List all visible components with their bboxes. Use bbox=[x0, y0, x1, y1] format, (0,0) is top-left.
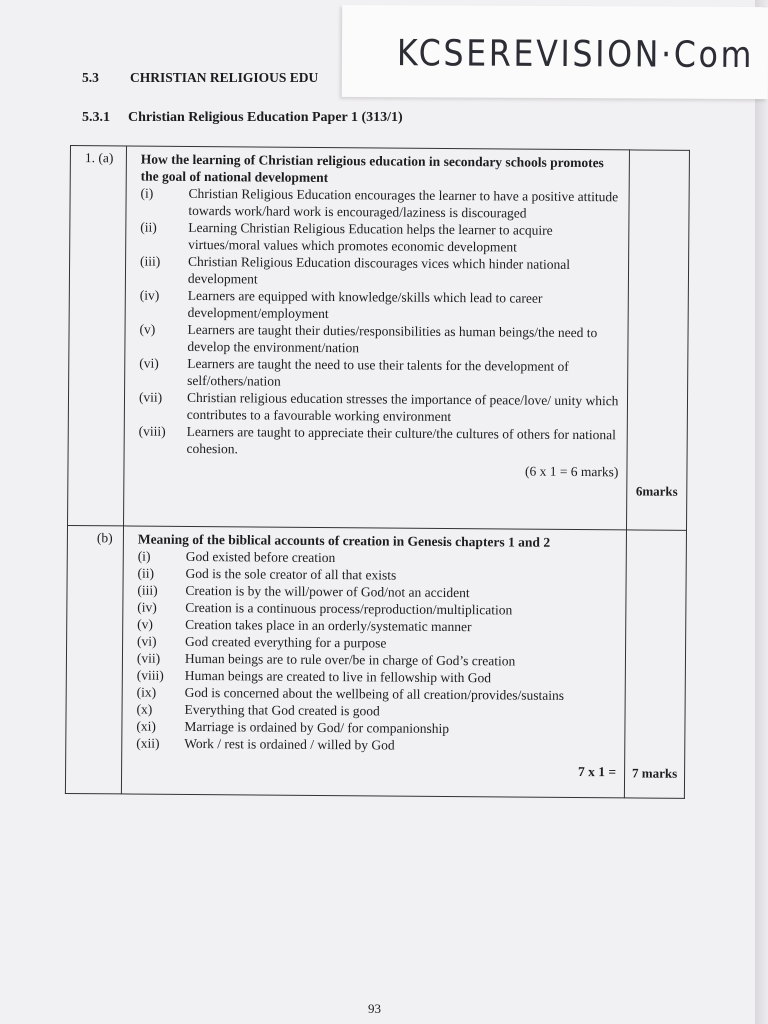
answer-item-number: (i) bbox=[137, 548, 151, 564]
answer-item-text: Marriage is ordained by God/ for companionship bbox=[184, 718, 450, 736]
answer-item-number: (v) bbox=[139, 321, 156, 337]
section-number: 5.3 bbox=[82, 70, 99, 85]
answer-item-text: Learners are equipped with knowledge/skills which lead to career development/employment bbox=[187, 287, 543, 322]
answer-item-number: (ix) bbox=[136, 684, 157, 700]
subsection-heading bbox=[82, 110, 403, 126]
answer-item-text: Learning Christian Religious Education helps the learner to acquire virtues/moral values which promotes economic development bbox=[188, 219, 553, 255]
answer-item-number: (xii) bbox=[136, 735, 160, 751]
answer-item-number: (iii) bbox=[139, 253, 161, 269]
marks-value: 7 marks bbox=[631, 765, 678, 781]
answer-item-text: Human beings are to rule over/be in charge of God’s creation bbox=[184, 650, 516, 669]
subsection-number: 5.3.1 bbox=[82, 110, 110, 125]
answer-item-text: God created everything for a purpose bbox=[184, 633, 387, 651]
answer-item-number: (i) bbox=[140, 185, 154, 201]
answer-item-text: Learners are taught to appreciate their culture/the cultures of others for national cohesion. bbox=[186, 423, 616, 457]
answer-item-number: (v) bbox=[137, 616, 154, 632]
answer-item bbox=[140, 287, 620, 325]
answer-item bbox=[140, 253, 620, 291]
answer-item-number: (iii) bbox=[137, 582, 158, 598]
answer-item-number: (iv) bbox=[139, 287, 160, 303]
section-heading bbox=[82, 70, 318, 86]
page-number: 93 bbox=[368, 1001, 381, 1016]
answer-item-text: God is concerned about the wellbeing of all creation/provides/sustains bbox=[184, 684, 565, 703]
answer-item bbox=[139, 355, 619, 393]
answer-list bbox=[139, 185, 621, 461]
answer-cell bbox=[123, 146, 629, 530]
answer-item-number: (iv) bbox=[137, 599, 157, 615]
marks-cell bbox=[624, 530, 686, 798]
answer-item-text: Learners are taught the need to use their talents for the development of self/others/nation bbox=[187, 355, 569, 389]
answer-item-text: Christian Religious Education encourages the learner to have a positive attitude towards work/hard work is encouraged/laziness is discouraged bbox=[188, 185, 619, 221]
answer-item bbox=[139, 389, 619, 427]
question-number-cell bbox=[65, 525, 123, 793]
section-title: CHRISTIAN RELIGIOUS EDU bbox=[130, 70, 319, 85]
answer-item-text: Creation takes place in an orderly/systematic manner bbox=[185, 616, 472, 635]
answer-item-number: (vii) bbox=[136, 650, 161, 666]
answer-item-number: (viii) bbox=[136, 667, 164, 683]
answer-item-text: Everything that God created is good bbox=[184, 701, 380, 719]
question-title: How the learning of Christian religious education in secondary schools promotes the goal of national development bbox=[140, 151, 604, 186]
answer-item bbox=[140, 219, 620, 257]
marks-total: (6 x 1 = 6 marks) bbox=[524, 463, 619, 480]
answer-item-number: (vi) bbox=[137, 633, 157, 649]
answer-item-text: Christian religious education stresses the importance of peace/love/ unity which contributes to a favourable working environment bbox=[186, 389, 619, 425]
answer-list bbox=[136, 548, 618, 756]
page-edge-shadow bbox=[755, 0, 768, 1024]
question-row bbox=[65, 525, 686, 798]
answer-item-number: (vii) bbox=[138, 389, 163, 405]
answer-item bbox=[140, 185, 620, 223]
answer-item-number: (viii) bbox=[138, 423, 166, 439]
answer-item-number: (xi) bbox=[136, 718, 156, 734]
answer-item-text: Christian Religious Education discourages vices which hinder national development bbox=[187, 253, 571, 287]
answer-item-text: Creation is a continuous process/reproduction/multiplication bbox=[185, 599, 513, 618]
marks-total: 7 x 1 = bbox=[577, 764, 617, 780]
answer-item-text: God existed before creation bbox=[185, 548, 336, 566]
answer-item bbox=[139, 321, 619, 359]
watermark-text: KCSEREVISION·Com bbox=[396, 33, 755, 77]
question-row bbox=[68, 146, 690, 531]
answer-item-number: (ii) bbox=[140, 219, 157, 235]
marking-scheme-table bbox=[65, 145, 690, 799]
question-part: (a) bbox=[98, 150, 114, 166]
question-number: 1. bbox=[84, 150, 96, 166]
answer-item-number: (vi) bbox=[139, 355, 159, 371]
answer-item-text: Human beings are created to live in fellowship with God bbox=[184, 667, 492, 686]
question-title: Meaning of the biblical accounts of creation in Genesis chapters 1 and 2 bbox=[137, 531, 551, 550]
subsection-title: Christian Religious Education Paper 1 (313/1) bbox=[128, 110, 403, 125]
answer-item bbox=[136, 735, 616, 756]
question-number-cell bbox=[68, 146, 127, 526]
answer-item-number: (ii) bbox=[137, 565, 155, 581]
answer-item-text: Learners are taught their duties/responsibilities as human beings/the need to develop the environment/nation bbox=[187, 321, 598, 356]
answer-item bbox=[139, 423, 619, 461]
watermark-sticker bbox=[342, 5, 768, 99]
marks-cell bbox=[627, 150, 690, 530]
answer-cell bbox=[121, 526, 626, 798]
question-part: (b) bbox=[96, 530, 113, 546]
answer-item-text: God is the sole creator of all that exists bbox=[185, 565, 397, 583]
answer-item-text: Creation is by the will/power of God/not an accident bbox=[185, 582, 470, 601]
answer-item-text: Work / rest is ordained / willed by God bbox=[184, 735, 395, 753]
marks-value: 6marks bbox=[635, 483, 678, 499]
answer-item-number: (x) bbox=[136, 701, 153, 717]
